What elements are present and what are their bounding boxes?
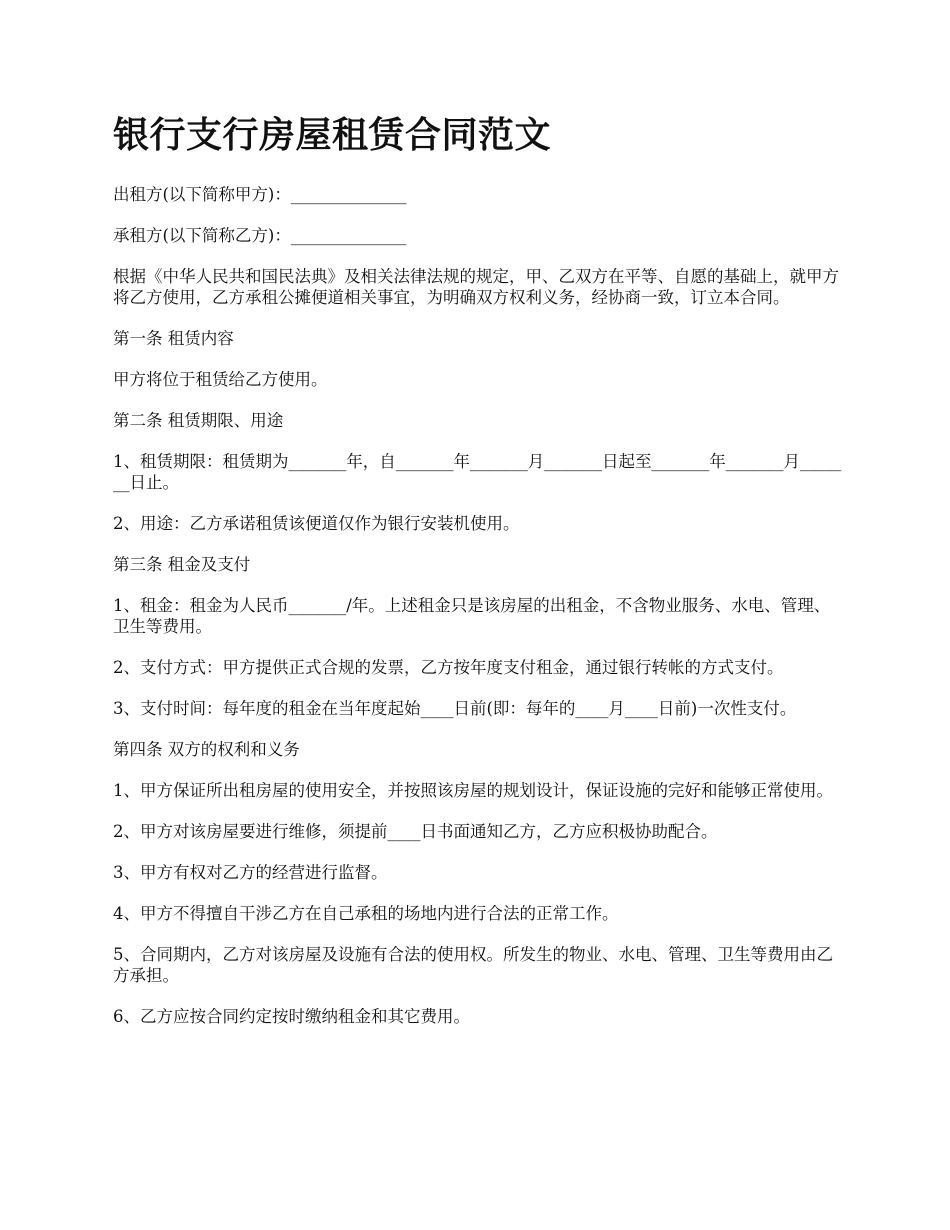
article-4-clause-2: 2、甲方对该房屋要进行维修，须提前____日书面通知乙方，乙方应积极协助配合。 xyxy=(113,822,718,841)
document-title: 银行支行房屋租赁合同范文 xyxy=(113,114,552,156)
article-4-clause-5: 5、合同期内，乙方对该房屋及设施有合法的使用权。所发生的物业、水电、管理、卫生等费用由乙方承担。 xyxy=(113,945,833,985)
party-a-line: 出租方(以下简称甲方)：______________ xyxy=(113,185,407,204)
article-4-heading: 第四条 双方的权利和义务 xyxy=(113,740,300,759)
preamble-paragraph: 根据《中华人民共和国民法典》及相关法律法规的规定，甲、乙双方在平等、自愿的基础上，就甲方将乙方使用，乙方承租公摊便道相关事宜，为明确双方权利义务，经协商一致，订立本合同。 xyxy=(113,267,839,307)
article-3-heading: 第三条 租金及支付 xyxy=(113,555,251,574)
party-b-line: 承租方(以下简称乙方)：______________ xyxy=(113,226,407,245)
document-page xyxy=(113,110,843,1047)
article-4-clause-4: 4、甲方不得擅自干涉乙方在自己承租的场地内进行合法的正常工作。 xyxy=(113,904,619,923)
article-1-heading: 第一条 租赁内容 xyxy=(113,329,234,348)
article-2-clause-2: 2、用途：乙方承诺租赁该便道仅作为银行安装机使用。 xyxy=(113,514,520,533)
article-2-clause-1: 1、租赁期限：租赁期为_______年，自_______年_______月_______日起至_______年_______月_______日止。 xyxy=(113,452,842,492)
article-3-clause-3: 3、支付时间：每年度的租金在当年度起始____日前(即：每年的____月____日前)一次性支付。 xyxy=(113,699,797,718)
article-1-clause: 甲方将位于租赁给乙方使用。 xyxy=(113,370,328,389)
article-4-clause-1: 1、甲方保证所出租房屋的使用安全，并按照该房屋的规划设计，保证设施的完好和能够正常使用。 xyxy=(113,781,833,800)
article-3-clause-1: 1、租金：租金为人民币_______/年。上述租金只是该房屋的出租金，不含物业服务、水电、管理、卫生等费用。 xyxy=(113,596,831,636)
article-2-heading: 第二条 租赁期限、用途 xyxy=(113,411,284,430)
article-4-clause-6: 6、乙方应按合同约定按时缴纳租金和其它费用。 xyxy=(113,1007,470,1026)
article-3-clause-2: 2、支付方式：甲方提供正式合规的发票，乙方按年度支付租金，通过银行转帐的方式支付。 xyxy=(113,658,784,677)
article-4-clause-3: 3、甲方有权对乙方的经营进行监督。 xyxy=(113,863,388,882)
